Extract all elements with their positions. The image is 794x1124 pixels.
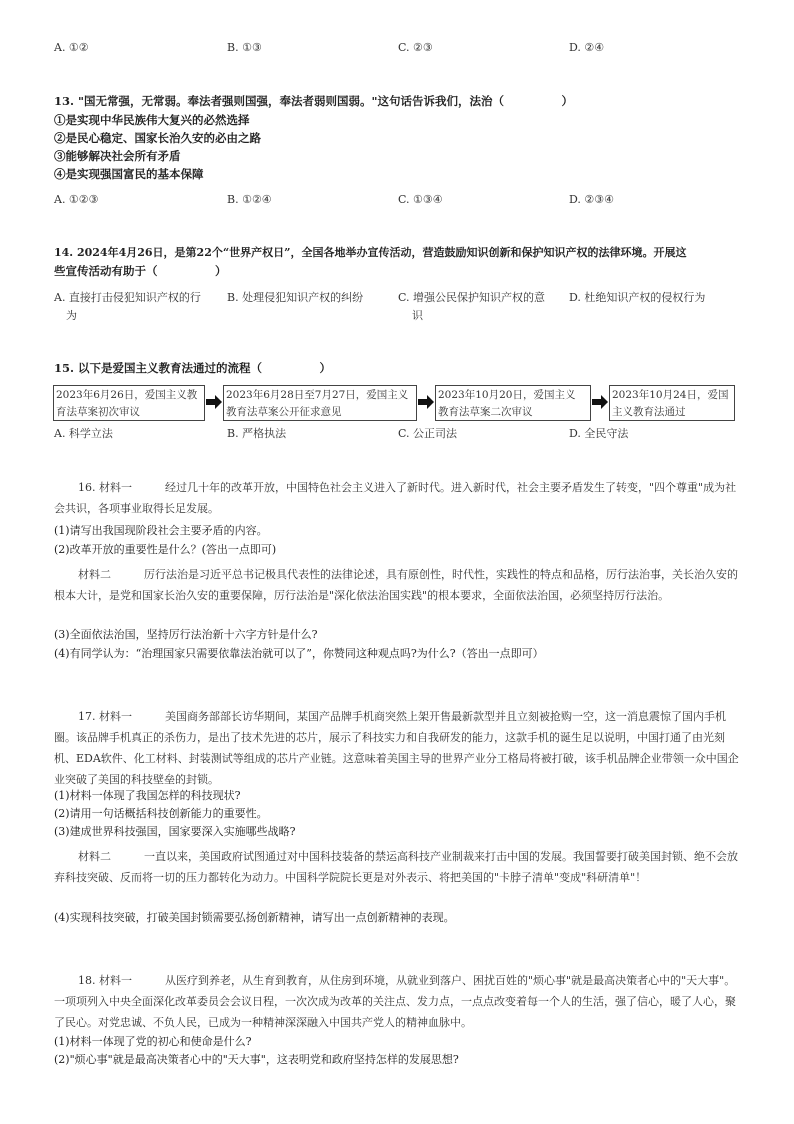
q12-option-a: A. ①② bbox=[54, 41, 89, 54]
q15-option-d: D. 全民守法 bbox=[569, 427, 629, 440]
q18-material-1: 18. 材料一 从医疗到养老，从生育到教育，从住房到环境，从就业到落户、困扰百姓的"烦心事"就是最高决策者心中的"天大事"。一项项列入中央全面深化改革委员会会议日程，一次次成为改革的关注点、发力点，一点点改变着每一个人的生活，强了信心，暖了人心，聚了民心。对党忠诚、不负人民，已成为一种精神深深融入中国共产党人的精神血脉中。 bbox=[54, 974, 736, 1029]
q14-option-c-line1: C. 增强公民保护知识产权的意 bbox=[398, 291, 546, 304]
q17-material-2: 材料二 一直以来，美国政府试图通过对中国科技装备的禁运高科技产业制裁来打击中国的发展。我国誓要打破美国封锁、绝不会放弃科技突破、反而将一切的压力都转化为动力。中国科学院院长更是对外表示、将把美国的"卡脖子清单"变成"科研清单"！ bbox=[54, 850, 738, 884]
q17-subquestion-2: (2)请用一句话概括科技创新能力的重要性。 bbox=[54, 807, 268, 820]
q15-flow-step-1 bbox=[53, 385, 205, 421]
q14-option-c-line2: 识 bbox=[412, 309, 423, 322]
q14-stem-line1: 14. 2024年4月26日，是第22个“世界产权日”，全国各地举办宣传活动，营造鼓励知识创新和保护知识产权的法律环境。开展这 bbox=[54, 246, 687, 259]
q14-option-d: D. 杜绝知识产权的侵权行为 bbox=[569, 291, 706, 304]
q15-flow-step-2-line1: 2023年6月28日至7月27日，爱国主义 bbox=[226, 389, 409, 401]
q14-stem-line2: 些宣传活动有助于（ ） bbox=[54, 264, 227, 278]
q13-item-4: ④是实现强国富民的基本保障 bbox=[54, 167, 204, 181]
q15-option-b: B. 严格执法 bbox=[227, 427, 287, 440]
q16-material-2: 材料二 厉行法治是习近平总书记极具代表性的法律论述，具有原创性，时代性，实践性的特点和品格，厉行法治事，关长治久安的根本大计，是党和国家长治久安的重要保障，厉行法治是"深化依法治国实践"的根本要求，全面依法治国，必须坚持厉行法治。 bbox=[54, 568, 738, 602]
q16-subquestion-2: (2)改革开放的重要性是什么？(答出一点即可) bbox=[54, 543, 277, 556]
q17-material-1: 17. 材料一 美国商务部部长访华期间，某国产品牌手机商突然上架开售最新款型并且立刻被抢购一空，这一消息震惊了国内手机圈。该品牌手机真正的杀伤力，是出了技术先进的芯片，展示了科技实力和自我研发的能力，这款手机的诞生足以说明，中国打通了由光刻机、EDA软件、化工材料、封装测试等组成的芯片产业链。这意味着美国主导的世界产业分工格局将被打破，该手机品牌企业带领一众中国企业突破了美国的科技壁垒的封锁。 bbox=[54, 710, 739, 786]
q15-flow-step-3-line1: 2023年10月20日，爱国主义 bbox=[438, 389, 576, 401]
q12-option-b: B. ①③ bbox=[227, 41, 262, 54]
arrow-right-icon bbox=[591, 394, 609, 410]
q15-stem: 15. 以下是爱国主义教育法通过的流程（ ） bbox=[54, 361, 332, 375]
q13-option-d: D. ②③④ bbox=[569, 193, 615, 206]
q16-subquestion-4: (4)有同学认为：“治理国家只需要依靠法治就可以了”，你赞同这种观点吗?为什么?（答出一点即可） bbox=[54, 647, 544, 660]
q15-flow-step-1-line2: 育法草案初次审议 bbox=[56, 406, 140, 418]
q14-option-a-line1: A. 直接打击侵犯知识产权的行 bbox=[54, 291, 201, 304]
q12-option-d: D. ②④ bbox=[569, 41, 605, 54]
q13-option-b: B. ①②④ bbox=[227, 193, 272, 206]
q15-flow-step-3 bbox=[435, 385, 591, 421]
q16-subquestion-1: (1)请写出我国现阶段社会主要矛盾的内容。 bbox=[54, 524, 268, 537]
q17-subquestion-4: (4)实现科技突破，打破美国封锁需要弘扬创新精神，请写出一点创新精神的表现。 bbox=[54, 911, 455, 924]
q15-flow-step-2-line2: 教育法草案公开征求意见 bbox=[226, 406, 342, 418]
q15-flow-step-4-line2: 主义教育法通过 bbox=[612, 406, 686, 418]
q16-material-1: 16. 材料一 经过几十年的改革开放，中国特色社会主义进入了新时代。进入新时代，社会主要矛盾发生了转变，"四个尊重"成为社会共识，各项事业取得长足发展。 bbox=[54, 481, 737, 515]
q13-item-3: ③能够解决社会所有矛盾 bbox=[54, 149, 181, 163]
q15-flow-step-3-line2: 教育法草案二次审议 bbox=[438, 406, 533, 418]
q17-subquestion-3: (3)建成世界科技强国，国家要深入实施哪些战略? bbox=[54, 825, 296, 838]
q15-flow-step-4-line1: 2023年10月24日，爱国 bbox=[612, 389, 729, 401]
q15-flow-step-1-line1: 2023年6月26日，爱国主义教 bbox=[56, 389, 198, 401]
q15-option-c: C. 公正司法 bbox=[398, 427, 458, 440]
arrow-right-icon bbox=[417, 394, 435, 410]
q14-option-b: B. 处理侵犯知识产权的纠纷 bbox=[227, 291, 364, 304]
q15-flow-step-4 bbox=[609, 385, 735, 421]
arrow-right-icon bbox=[205, 394, 223, 410]
q16-subquestion-3: (3)全面依法治国，坚持厉行法治新十六字方针是什么? bbox=[54, 628, 318, 641]
q13-option-a: A. ①②③ bbox=[54, 193, 99, 206]
q13-stem: 13. "国无常强，无常弱。奉法者强则国强，奉法者弱则国弱。"这句话告诉我们，法治（ ） bbox=[54, 94, 573, 108]
q13-item-1: ①是实现中华民族伟大复兴的必然选择 bbox=[54, 113, 250, 127]
q18-subquestion-2: (2)"烦心事"就是最高决策者心中的"天大事"，这表明党和政府坚持怎样的发展思想? bbox=[54, 1053, 459, 1066]
q15-option-a: A. 科学立法 bbox=[54, 427, 113, 440]
q14-option-a-line2: 为 bbox=[66, 309, 77, 322]
q18-subquestion-1: (1)材料一体现了党的初心和使命是什么? bbox=[54, 1035, 252, 1048]
q13-option-c: C. ①③④ bbox=[398, 193, 443, 206]
q15-flow-step-2 bbox=[223, 385, 417, 421]
q13-item-2: ②是民心稳定、国家长治久安的必由之路 bbox=[54, 131, 261, 145]
q12-option-c: C. ②③ bbox=[398, 41, 433, 54]
q17-subquestion-1: (1)材料一体现了我国怎样的科技现状? bbox=[54, 789, 241, 802]
